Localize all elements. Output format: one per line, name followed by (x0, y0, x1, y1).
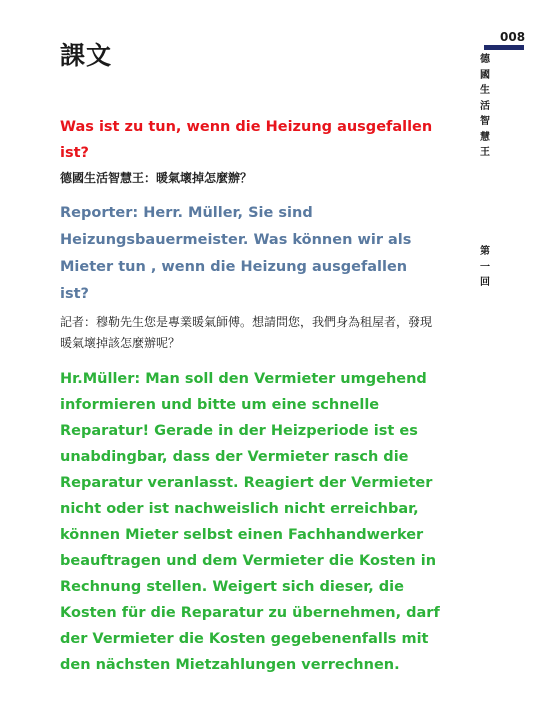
sidebar-chapter-label: 第一回 (480, 246, 490, 288)
page-number: 008 (500, 30, 526, 44)
page-number-bar (484, 45, 524, 50)
reporter-question-chinese: 記者：穆勒先生您是專業暖氣師傅。想請問您，我們身為租屋者，發現暖氣壞掉該怎麼辦呢？ (60, 315, 433, 350)
answer-german: Hr.Müller: Man soll den Vermieter umgehend informieren und bitte um eine schnelle Reparatur! Gerade in der Heizperiode ist es unabdingbar, dass der Vermieter rasch die Reparatur veranlasst. Reagiert der Vermieter nicht oder ist nachweislich nicht erreichbar, können Mieter selbst einen Fachhandwerker beauftragen und dem Vermieter die Kosten in Rechnung stellen. Weigert sich dieser, die Kosten für die Reparatur zu übernehmen, darf der Vermieter die Kosten gegebenenfalls mit den nächsten Mietzahlungen verrechnen. (60, 371, 440, 673)
headline-chinese: 德國生活智慧王：暖氣壞掉怎麼辦？ (60, 171, 253, 185)
headline-section (60, 114, 440, 189)
headline-german: Was ist zu tun, wenn die Heizung ausgefallen ist? (60, 119, 433, 161)
reporter-question-german: Reporter: Herr. Müller, Sie sind Heizungsbauermeister. Was können wir als Mieter tun , wenn die Heizung ausgefallen ist? (60, 205, 412, 302)
page-title: 課文 (60, 41, 113, 70)
sidebar-book-title: 德國生活智慧王 (480, 54, 490, 158)
reporter-section (60, 200, 440, 354)
answer-section (60, 366, 440, 678)
